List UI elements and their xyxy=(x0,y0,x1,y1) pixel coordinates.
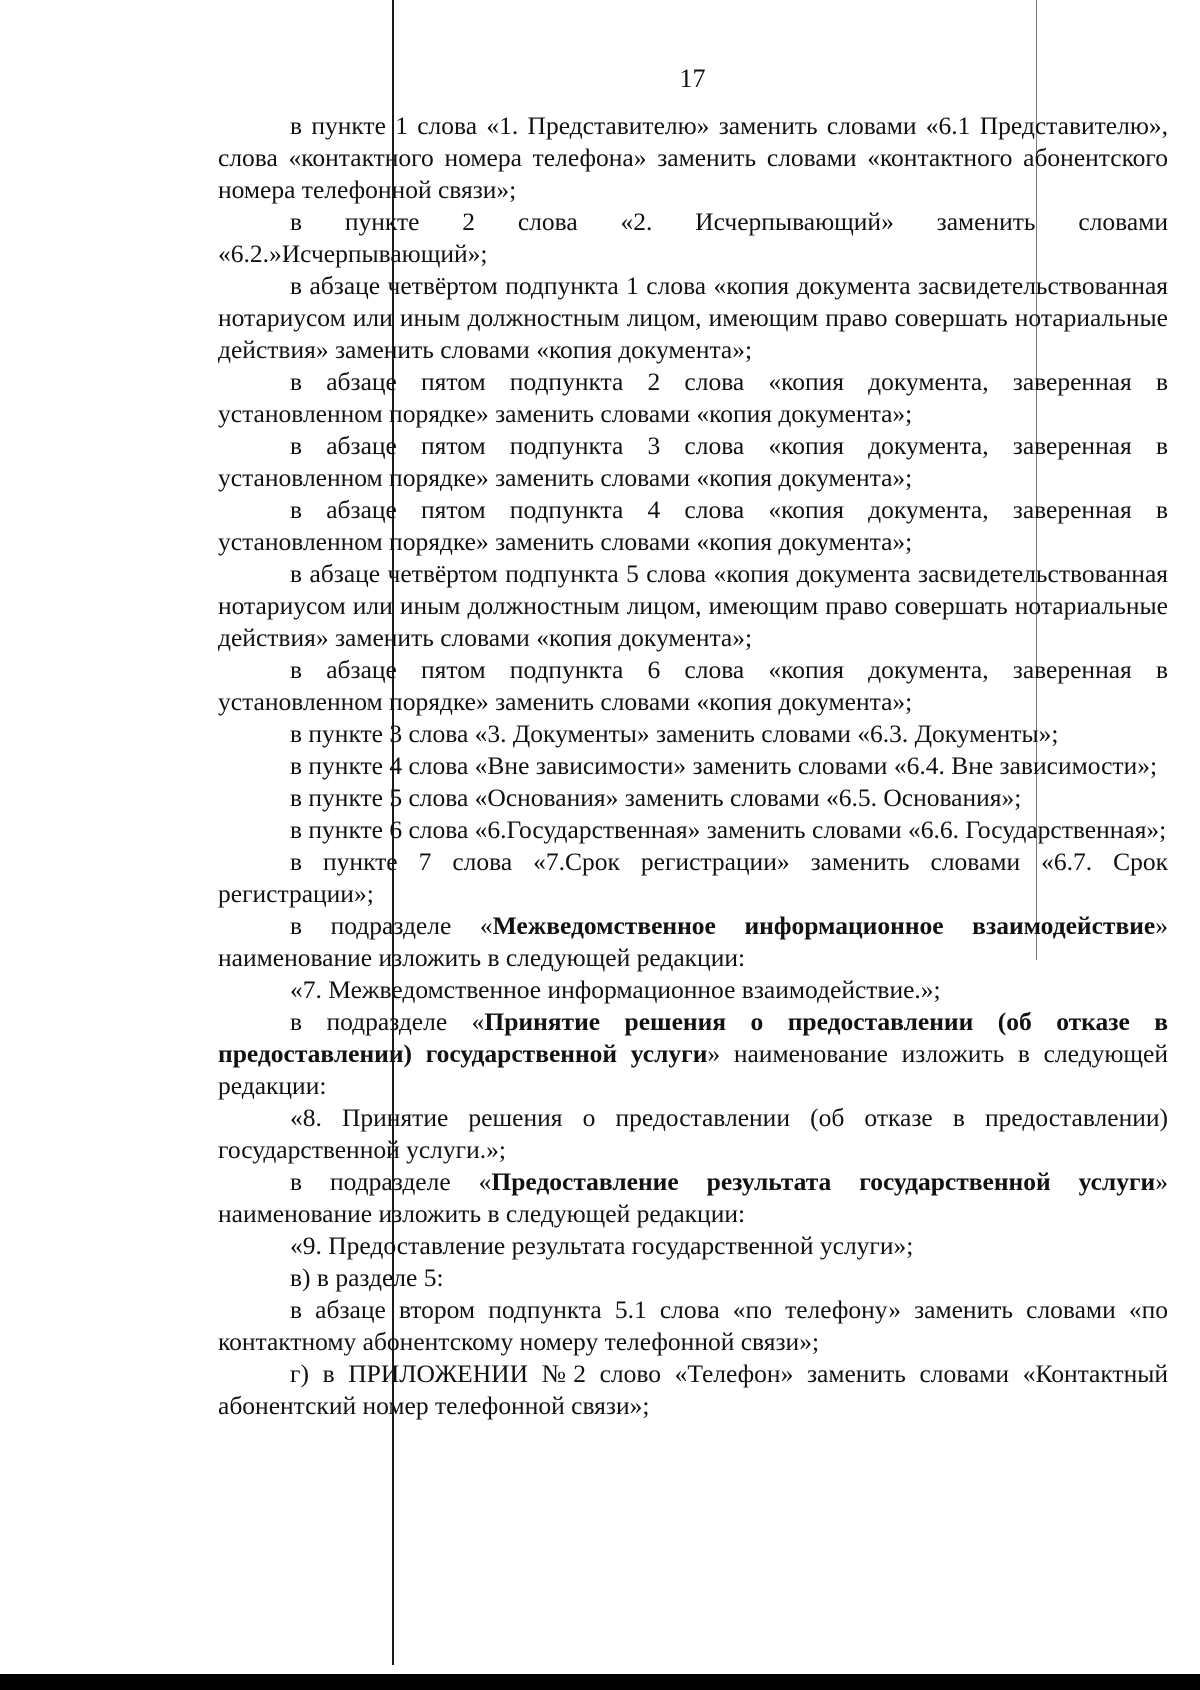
paragraph-6: в абзаце пятом подпункта 4 слова «копия документа, заверенная в установленном порядке» заменить словами «копия документа»; xyxy=(218,495,1168,556)
paragraph-22: г) в ПРИЛОЖЕНИИ №2 слово «Телефон» заменить словами «Контактный абонентский номер телефонной связи»; xyxy=(218,1359,1168,1420)
paragraph-3: в абзаце четвёртом подпункта 1 слова «копия документа засвидетельствованная нотариусом или иным должностным лицом, имеющим право совершать нотариальные действия» заменить словами «копия документа»; xyxy=(218,271,1168,364)
paragraph-9: в пункте 3 слова «3. Документы» заменить словами «6.3. Документы»; xyxy=(290,719,1059,748)
paragraph-13: в пункте 7 слова «7.Срок регистрации» заменить словами «6.7. Срок регистрации»; xyxy=(218,847,1168,908)
scan-bottom-border xyxy=(0,1674,1200,1690)
page-number: 17 xyxy=(679,64,706,93)
paragraph-14: в подразделе «Межведомственное информационное взаимодействие» наименование изложить в следующей редакции: xyxy=(218,911,1168,972)
bold-section-title: Предоставление результата государственной услуги xyxy=(491,1167,1156,1196)
paragraph-21: в абзаце втором подпункта 5.1 слова «по телефону» заменить словами «по контактному абонентскому номеру телефонной связи»; xyxy=(218,1295,1168,1356)
paragraph-10: в пункте 4 слова «Вне зависимости» заменить словами «6.4. Вне зависимости»; xyxy=(290,751,1158,780)
paragraph-16: в подразделе «Принятие решения о предоставлении (об отказе в предоставлении) государственной услуги» наименование изложить в следующей редакции: xyxy=(218,1007,1168,1100)
paragraph-7: в абзаце четвёртом подпункта 5 слова «копия документа засвидетельствованная нотариусом или иным должностным лицом, имеющим право совершать нотариальные действия» заменить словами «копия документа»; xyxy=(218,559,1168,652)
paragraph-18: в подразделе «Предоставление результата государственной услуги» наименование изложить в следующей редакции: xyxy=(218,1167,1168,1228)
paragraph-1: в пункте 1 слова «1. Представителю» заменить словами «6.1 Представителю», слова «контактного номера телефона» заменить словами «контактного абонентского номера телефонной связи»; xyxy=(218,111,1168,204)
paragraph-15: «7. Межведомственное информационное взаимодействие.»; xyxy=(290,975,941,1004)
paragraph-5: в абзаце пятом подпункта 3 слова «копия документа, заверенная в установленном порядке» заменить словами «копия документа»; xyxy=(218,431,1168,492)
paragraph-20: в) в разделе 5: xyxy=(290,1263,444,1292)
paragraph-17: «8. Принятие решения о предоставлении (об отказе в предоставлении) государственной услуги.»; xyxy=(218,1103,1168,1164)
paragraph-19: «9. Предоставление результата государственной услуги»; xyxy=(290,1231,914,1260)
paragraph-4: в абзаце пятом подпункта 2 слова «копия документа, заверенная в установленном порядке» заменить словами «копия документа»; xyxy=(218,367,1168,428)
paragraph-2: в пункте 2 слова «2. Исчерпывающий» заменить словами «6.2.»Исчерпывающий»; xyxy=(218,207,1168,268)
bold-section-title: Принятие решения о предоставлении (об отказе в предоставлении) государственной услуги xyxy=(218,1007,1168,1068)
document-body xyxy=(218,110,1168,1422)
bold-section-title: Межведомственное информационное взаимодействие xyxy=(492,911,1156,940)
paragraph-8: в абзаце пятом подпункта 6 слова «копия документа, заверенная в установленном порядке» заменить словами «копия документа»; xyxy=(218,655,1168,716)
paragraph-12: в пункте 6 слова «6.Государственная» заменить словами «6.6. Государственная»; xyxy=(290,815,1167,844)
paragraph-11: в пункте 5 слова «Основания» заменить словами «6.5. Основания»; xyxy=(290,783,1022,812)
